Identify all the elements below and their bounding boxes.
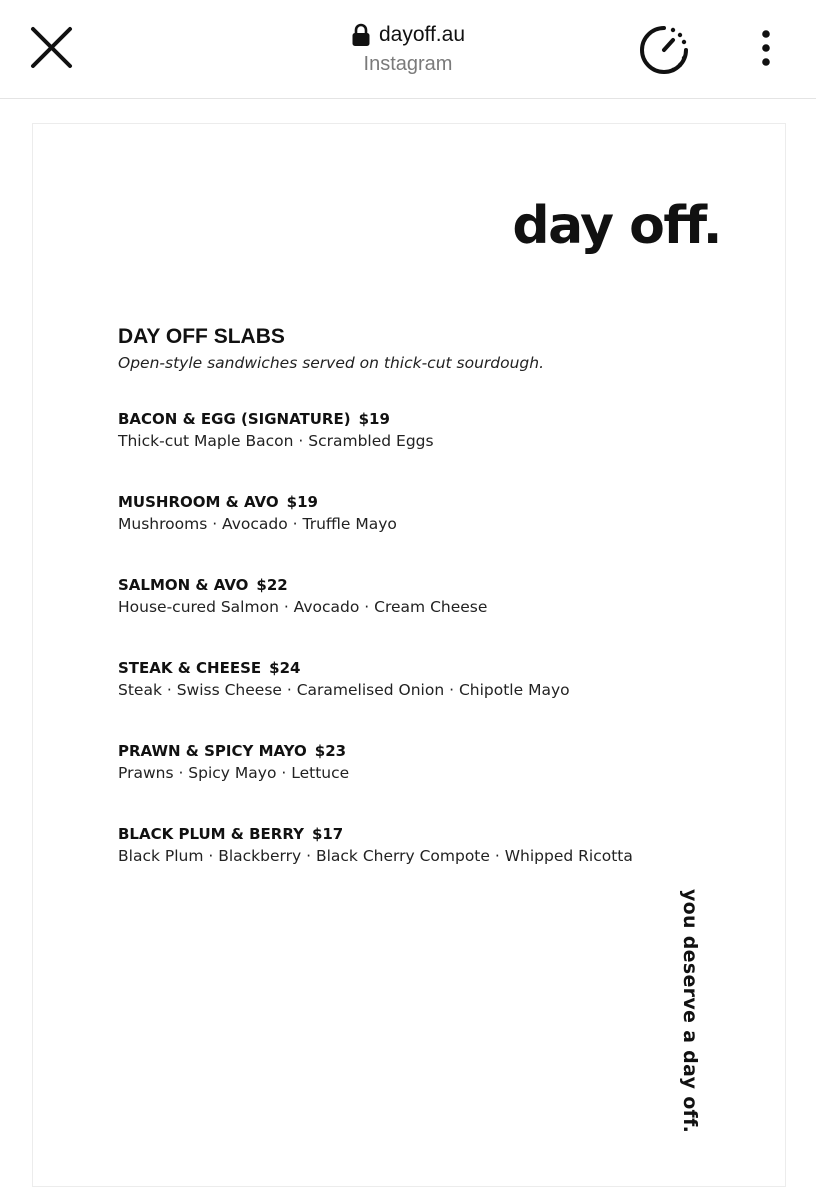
menu-item-description: Prawns · Spicy Mayo · Lettuce — [118, 764, 350, 782]
menu-item-heading — [118, 657, 718, 679]
lock-icon — [351, 23, 371, 47]
menu-item-description: Mushrooms · Avocado · Truffle Mayo — [118, 515, 397, 533]
menu-items — [118, 408, 718, 906]
menu-item-name: BLACK PLUM & BERRY — [118, 825, 304, 843]
menu-item-description: Black Plum · Blackberry · Black Cherry Compote · Whipped Ricotta — [118, 847, 633, 865]
menu-item-heading — [118, 408, 718, 430]
menu-item-name: STEAK & CHEESE — [118, 659, 262, 677]
menu-section — [118, 324, 718, 906]
menu-page — [32, 123, 786, 1187]
timer-icon — [636, 22, 692, 78]
menu-item — [118, 740, 718, 823]
menu-item — [118, 823, 718, 906]
section-description: Open-style sandwiches served on thick-cut sourdough. — [118, 354, 545, 372]
address-area[interactable] — [0, 20, 816, 76]
menu-item-price: $23 — [314, 742, 347, 760]
menu-item-price: $22 — [256, 576, 288, 594]
source-label: Instagram — [363, 53, 453, 75]
menu-item-price: $19 — [286, 493, 318, 511]
menu-item-price: $24 — [269, 659, 301, 677]
menu-item-name: SALMON & AVO — [118, 576, 249, 594]
section-title: DAY OFF SLABS — [118, 325, 285, 348]
more-options-button[interactable] — [748, 26, 784, 70]
menu-item-name: BACON & EGG (SIGNATURE) — [118, 410, 351, 428]
menu-item — [118, 408, 718, 491]
timer-button[interactable] — [636, 22, 692, 78]
menu-item-description: House-cured Salmon · Avocado · Cream Cheese — [118, 598, 488, 616]
menu-item — [118, 657, 718, 740]
menu-item-name: MUSHROOM & AVO — [118, 493, 279, 511]
menu-item-heading — [118, 574, 718, 596]
menu-item-heading — [118, 491, 718, 513]
menu-item — [118, 574, 718, 657]
url-bar[interactable] — [351, 20, 465, 50]
tagline: you deserve a day off. — [679, 889, 701, 1134]
browser-toolbar — [0, 0, 816, 99]
menu-item-heading — [118, 740, 718, 762]
brand-logo: day off. — [512, 196, 721, 256]
menu-item-description: Thick-cut Maple Bacon · Scrambled Eggs — [118, 432, 434, 450]
more-vertical-icon — [748, 26, 784, 70]
menu-item-price: $19 — [358, 410, 390, 428]
menu-item — [118, 491, 718, 574]
menu-item-description: Steak · Swiss Cheese · Caramelised Onion · Chipotle Mayo — [118, 681, 570, 699]
menu-item-heading — [118, 823, 718, 845]
menu-item-name: PRAWN & SPICY MAYO — [118, 742, 307, 760]
url-text: dayoff.au — [378, 23, 466, 46]
menu-item-price: $17 — [311, 825, 344, 843]
